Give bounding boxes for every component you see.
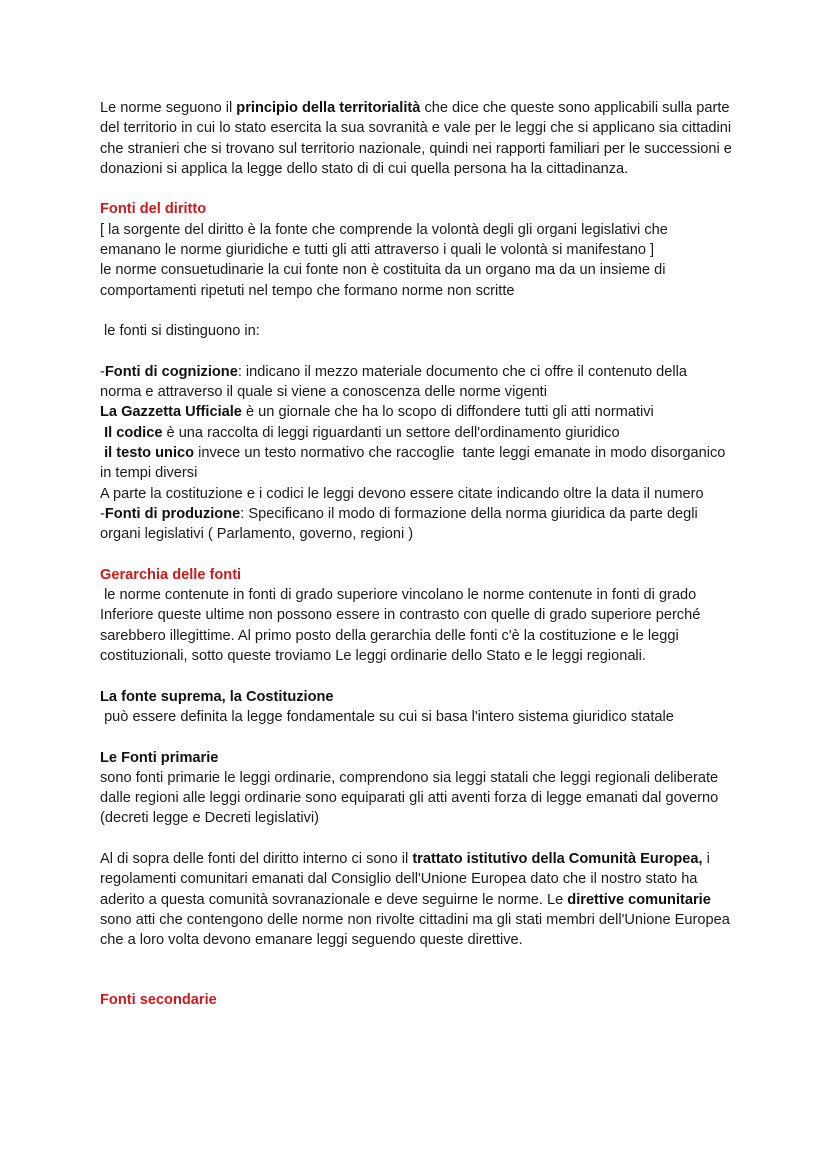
bold-term: Fonti di cognizione xyxy=(104,363,238,380)
text: i regolamenti comunitari emanati dal Consiglio dell'Unione Europea dato che il nostro stato ha aderito a questa comunità sovranazionale e deve seguirne le norme. Le xyxy=(100,850,710,908)
section-cognizione xyxy=(100,362,732,504)
subsection-heading: La fonte suprema, la Costituzione xyxy=(100,688,334,705)
paragraph: A parte la costituzione e i codici le leggi devono essere citate indicando oltre la data il numero xyxy=(100,485,704,502)
paragraph-produzione xyxy=(100,504,732,545)
paragraph xyxy=(100,362,732,403)
bold-term: Il codice xyxy=(104,424,163,441)
section-heading: Gerarchia delle fonti xyxy=(100,566,242,583)
paragraph xyxy=(100,423,732,443)
text: : Specificano il modo di formazione della norma giuridica da parte degli organi legislativi ( Parlamento, governo, regioni ) xyxy=(100,505,698,543)
paragraph: sono fonti primarie le leggi ordinarie, comprendono sia leggi statali che leggi regionali deliberate dalle regioni alle leggi ordinarie sono equiparati gli atti aventi forza di legge emanati dal governo (decreti legge e Decreti legislativi) xyxy=(100,769,719,827)
bold-term: principio della territorialità xyxy=(236,100,421,116)
text: Al di sopra delle fonti del diritto interno ci sono il xyxy=(100,850,413,867)
paragraph: le norme contenute in fonti di grado superiore vincolano le norme contenute in fonti di grado Inferiore queste ultime non possono essere in contrasto con quelle di grado superiore perché sarebbero illegittime. Al primo posto della gerarchia delle fonti c'è la costituzione e le leggi costituzionali, sotto queste troviamo Le leggi ordinarie dello Stato e le leggi regionali. xyxy=(100,587,705,665)
text: è una raccolta di leggi riguardanti un settore dell'ordinamento giuridico xyxy=(162,424,620,441)
paragraph: [ la sorgente del diritto è la fonte che comprende la volontà degli gli organi legislativi che emanano le norme giuridiche e tutti gli atti attraverso i quali le volontà si manifestano ] xyxy=(100,221,668,259)
text: è un giornale che ha lo scopo di diffondere tutti gli atti normativi xyxy=(241,404,654,421)
paragraph xyxy=(100,402,732,422)
paragraph: può essere definita la legge fondamentale su cui si basa l'intero sistema giuridico statale xyxy=(100,708,674,725)
section-primarie xyxy=(100,748,732,829)
bold-term: il testo unico xyxy=(104,445,195,462)
paragraph xyxy=(100,443,732,484)
section-fonti-diritto xyxy=(100,199,732,300)
bold-term: direttive comunitarie xyxy=(567,891,711,908)
paragraph-europa xyxy=(100,849,732,950)
bold-term: trattato istitutivo della Comunità Europea, xyxy=(412,850,703,867)
section-heading: Fonti del diritto xyxy=(100,201,207,218)
text: : indicano il mezzo materiale documento che ci offre il contenuto della norma e attraverso il quale si viene a conoscenza delle norme vigenti xyxy=(100,363,687,401)
paragraph-distinguono: le fonti si distinguono in: xyxy=(100,323,260,340)
bold-term: La Gazzetta Ufficiale xyxy=(100,404,242,421)
paragraph: le norme consuetudinarie la cui fonte non è costituita da un organo ma da un insieme di comportamenti ripetuti nel tempo che formano norme non scritte xyxy=(100,262,666,299)
text: - xyxy=(100,505,105,522)
section-costituzione xyxy=(100,687,732,728)
section-gerarchia xyxy=(100,565,732,666)
text: Le norme seguono il xyxy=(100,100,237,116)
text: sono atti che contengono delle norme non rivolte cittadini ma gli stati membri dell'Unione Europea che a loro volta devono emanare leggi seguendo queste direttive. xyxy=(100,911,730,949)
subsection-heading: Le Fonti primarie xyxy=(100,749,219,766)
text: - xyxy=(100,363,105,380)
text: invece un testo normativo che raccoglie tante leggi emanate in modo disorganico in tempi diversi xyxy=(100,445,730,482)
section-heading-secondarie: Fonti secondarie xyxy=(100,992,217,1009)
bold-term: Fonti di produzione xyxy=(104,505,241,522)
text: che dice che queste sono applicabili sulla parte del territorio in cui lo stato esercita la sua sovranità e vale per le leggi che si applicano sia cittadini che stranieri che si trovano sul territorio nazionale, quindi nei rapporti familiari per le successioni e donazioni si applica la legge dello stato di di cui quella persona ha la cittadinanza. xyxy=(100,100,732,177)
paragraph-territorialita xyxy=(100,98,732,179)
